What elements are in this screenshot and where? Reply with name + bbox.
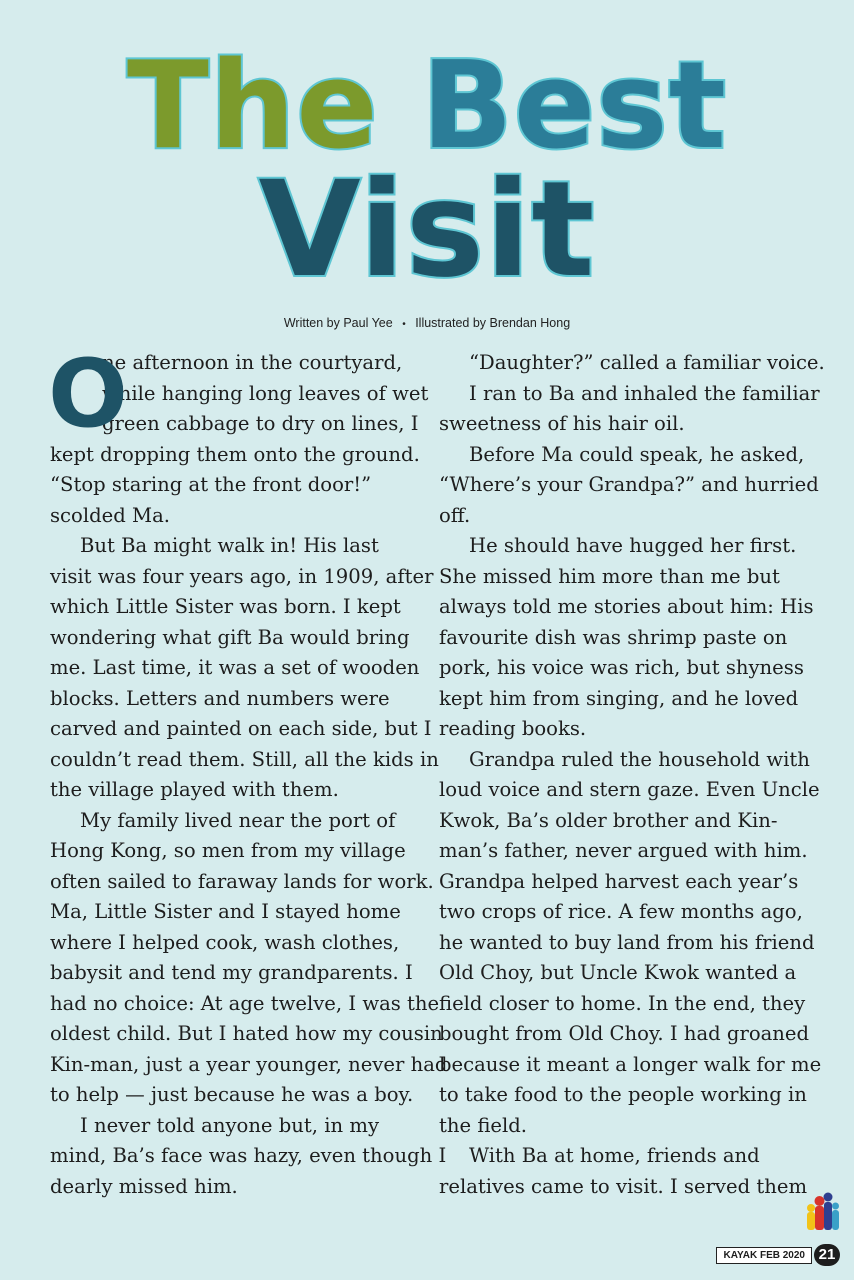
text-line: He should have hugged her first. — [469, 534, 797, 557]
text-line: dearly missed him. — [50, 1174, 238, 1198]
text-line: the field. — [439, 1113, 528, 1137]
text-line: relatives came to visit. I served them — [439, 1174, 808, 1198]
page-footer — [716, 1244, 840, 1266]
text-line: pork, his voice was rich, but shyness — [439, 656, 804, 679]
text-line: sweetness of his hair oil. — [439, 412, 685, 435]
text-line: My family lived near the port of — [80, 808, 396, 832]
text-line: the village played with them. — [50, 778, 339, 801]
text-line: favourite dish was shrimp paste on — [439, 625, 788, 649]
credit-separator: • — [402, 319, 406, 330]
text-line: Grandpa helped harvest each year’s — [439, 869, 799, 893]
text-line: me. Last time, it was a set of wooden — [50, 656, 420, 679]
text-line: blocks. Letters and numbers were — [50, 686, 390, 710]
text-line: mind, Ba’s face was hazy, even though I — [50, 1144, 447, 1167]
text-line: because it meant a longer walk for me — [439, 1052, 822, 1076]
text-line: where I helped cook, wash clothes, — [50, 930, 400, 954]
drop-cap: O — [48, 340, 128, 449]
text-line: two crops of rice. A few months ago, — [439, 900, 803, 923]
text-line: kept dropping them onto the ground. — [50, 442, 420, 466]
text-line: had no choice: At age twelve, I was the — [50, 991, 440, 1015]
text-line: to help — just because he was a boy. — [50, 1083, 414, 1106]
text-line: With Ba at home, friends and — [469, 1144, 760, 1167]
text-line: wondering what gift Ba would bring — [50, 625, 410, 649]
story-title — [0, 37, 854, 307]
text-line: while hanging long leaves of wet — [102, 381, 429, 405]
text-line: he wanted to buy land from his friend — [439, 930, 815, 954]
kayak-figures-logo-icon — [806, 1192, 840, 1236]
text-line: Kwok, Ba’s older brother and Kin- — [439, 808, 778, 832]
text-line: which Little Sister was born. I kept — [50, 595, 401, 618]
text-line: I ran to Ba and inhaled the familiar — [469, 381, 820, 405]
author-credit: Written by Paul Yee — [283, 316, 393, 330]
text-line: kept him from singing, and he loved — [439, 686, 799, 710]
text-line: bought from Old Choy. I had groaned — [439, 1022, 810, 1045]
text-line: green cabbage to dry on lines, I — [102, 412, 419, 435]
text-line: scolded Ma. — [50, 503, 170, 527]
text-line: Grandpa ruled the household with — [469, 747, 810, 771]
text-line: field closer to home. In the end, they — [439, 991, 806, 1015]
credits — [0, 316, 854, 330]
illustrator-credit: Illustrated by Brendan Hong — [415, 316, 571, 330]
text-line: She missed him more than me but — [439, 564, 780, 588]
title-word-best: Best — [421, 37, 728, 176]
text-line: Hong Kong, so men from my village — [50, 839, 406, 862]
text-line: babysit and tend my grandparents. I — [50, 961, 413, 984]
story-column-left — [48, 340, 448, 1202]
text-line: loud voice and stern gaze. Even Uncle — [439, 778, 820, 801]
opening-paragraph — [48, 340, 429, 449]
text-line: Kin-man, just a year younger, never had — [50, 1052, 448, 1076]
title-word-the: The — [126, 37, 379, 176]
text-line: visit was four years ago, in 1909, after — [50, 564, 434, 588]
title-word-visit: Visit — [258, 153, 596, 307]
text-line: often sailed to faraway lands for work. — [50, 869, 434, 893]
text-line: Ma, Little Sister and I stayed home — [50, 900, 401, 923]
text-line: I never told anyone but, in my — [80, 1113, 380, 1137]
page-number: 21 — [814, 1244, 840, 1266]
text-line: carved and painted on each side, but I — [50, 717, 432, 740]
text-line: Before Ma could speak, he asked, — [469, 442, 805, 466]
text-line: But Ba might walk in! His last — [80, 534, 379, 557]
text-line: Old Choy, but Uncle Kwok wanted a — [439, 961, 797, 984]
magazine-issue: KAYAK FEB 2020 — [716, 1247, 812, 1264]
text-line: “Daughter?” called a familiar voice. — [469, 351, 825, 374]
text-line: to take food to the people working in — [439, 1083, 807, 1106]
text-line: man’s father, never argued with him. — [439, 839, 808, 862]
text-line: off. — [439, 503, 471, 527]
text-line: “Where’s your Grandpa?” and hurried — [439, 473, 819, 496]
story-column-right — [439, 348, 825, 1202]
text-line: always told me stories about him: His — [439, 595, 814, 618]
text-line: couldn’t read them. Still, all the kids in — [50, 747, 439, 771]
text-line: “Stop staring at the front door!” — [50, 473, 372, 496]
text-line: ne afternoon in the courtyard, — [102, 351, 403, 374]
text-line: reading books. — [439, 717, 587, 740]
text-line: oldest child. But I hated how my cousin — [50, 1022, 443, 1045]
